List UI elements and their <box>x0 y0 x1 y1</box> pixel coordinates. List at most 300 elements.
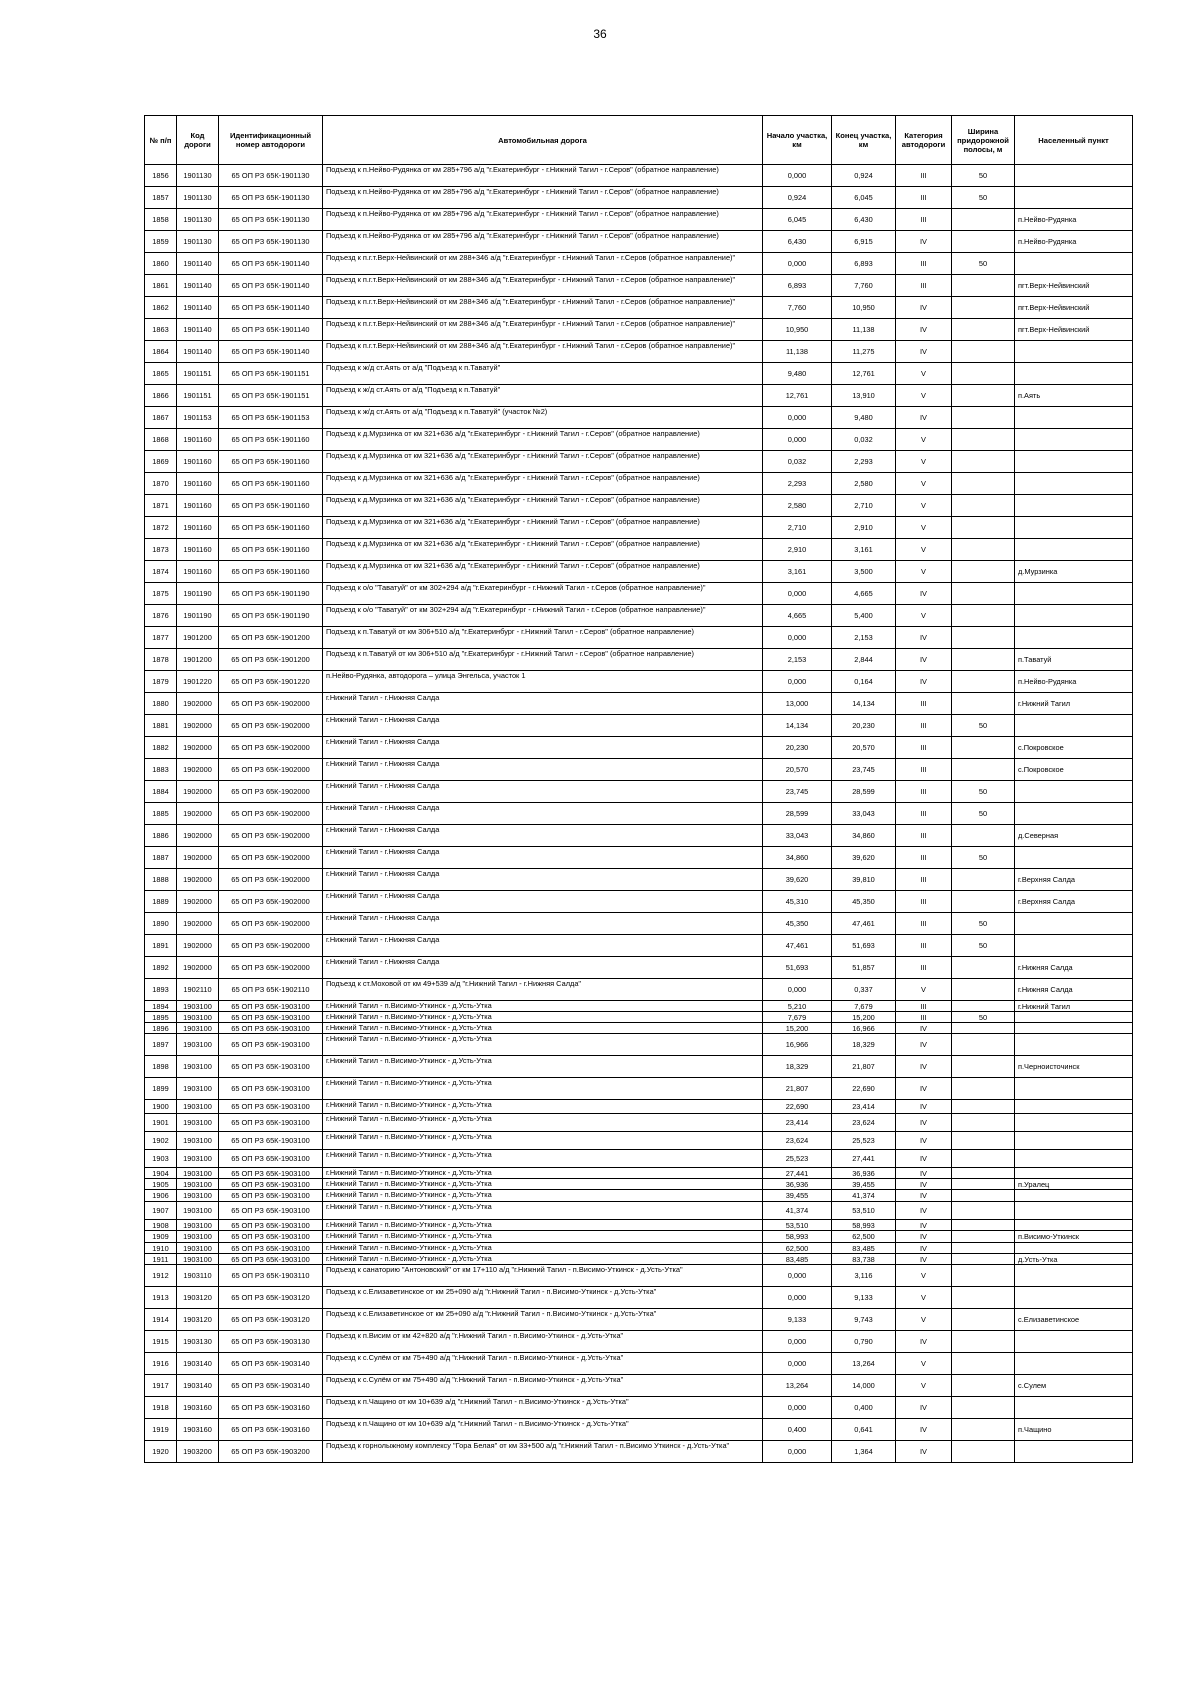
road-id: 65 ОП РЗ 65К-1901160 <box>219 473 323 495</box>
end-km: 53,510 <box>832 1202 896 1220</box>
road-id: 65 ОП РЗ 65К-1902000 <box>219 957 323 979</box>
row-number: 1871 <box>145 495 177 517</box>
table-row <box>145 759 1133 781</box>
table-row <box>145 1375 1133 1397</box>
road-code: 1901200 <box>177 627 219 649</box>
road-name: г.Нижний Тагил - п.Висимо-Уткинск - д.Усть-Утка <box>323 1150 763 1168</box>
end-km: 3,161 <box>832 539 896 561</box>
end-km: 9,480 <box>832 407 896 429</box>
end-km: 7,760 <box>832 275 896 297</box>
table-row <box>145 869 1133 891</box>
settlement <box>1015 847 1133 869</box>
start-km: 33,043 <box>763 825 832 847</box>
road-code: 1903100 <box>177 1168 219 1179</box>
road-id: 65 ОП РЗ 65К-1901160 <box>219 539 323 561</box>
row-number: 1888 <box>145 869 177 891</box>
row-number: 1907 <box>145 1202 177 1220</box>
end-km: 20,230 <box>832 715 896 737</box>
road-code: 1903100 <box>177 1150 219 1168</box>
road-name: г.Нижний Тагил - п.Висимо-Уткинск - д.Усть-Утка <box>323 1012 763 1023</box>
end-km: 39,810 <box>832 869 896 891</box>
end-km: 9,743 <box>832 1309 896 1331</box>
road-name: г.Нижний Тагил - г.Нижняя Салда <box>323 913 763 935</box>
category: III <box>896 759 952 781</box>
start-km: 6,430 <box>763 231 832 253</box>
start-km: 15,200 <box>763 1023 832 1034</box>
road-name: п.Нейво-Рудянка, автодорога – улица Энгельса, участок 1 <box>323 671 763 693</box>
road-name: Подъезд к с.Сулём от км 75+490 а/д "г.Нижний Тагил - п.Висимо-Уткинск - д.Усть-Утка" <box>323 1353 763 1375</box>
start-km: 0,000 <box>763 1353 832 1375</box>
road-code: 1901153 <box>177 407 219 429</box>
category: IV <box>896 1243 952 1254</box>
road-id: 65 ОП РЗ 65К-1902000 <box>219 781 323 803</box>
roadside-width <box>952 341 1015 363</box>
roadside-width <box>952 319 1015 341</box>
start-km: 28,599 <box>763 803 832 825</box>
roadside-width <box>952 693 1015 715</box>
settlement <box>1015 1012 1133 1023</box>
start-km: 12,761 <box>763 385 832 407</box>
header-category: Категория автодороги <box>896 116 952 165</box>
table-row <box>145 781 1133 803</box>
end-km: 51,857 <box>832 957 896 979</box>
road-code: 1903100 <box>177 1190 219 1202</box>
end-km: 10,950 <box>832 297 896 319</box>
settlement <box>1015 1331 1133 1353</box>
road-code: 1901190 <box>177 583 219 605</box>
end-km: 5,400 <box>832 605 896 627</box>
category: V <box>896 539 952 561</box>
end-km: 1,364 <box>832 1441 896 1463</box>
start-km: 0,000 <box>763 165 832 187</box>
road-id: 65 ОП РЗ 65К-1901200 <box>219 627 323 649</box>
end-km: 62,500 <box>832 1231 896 1243</box>
road-name: г.Нижний Тагил - п.Висимо-Уткинск - д.Усть-Утка <box>323 1220 763 1231</box>
road-name: Подъезд к горнолыжному комплексу "Гора Белая" от км 33+500 а/д "г.Нижний Тагил - п.Висимо Уткинск - д.Усть-Утка" <box>323 1441 763 1463</box>
road-id: 65 ОП РЗ 65К-1901190 <box>219 583 323 605</box>
table-row <box>145 187 1133 209</box>
roadside-width: 50 <box>952 935 1015 957</box>
settlement <box>1015 1243 1133 1254</box>
roadside-width: 50 <box>952 913 1015 935</box>
road-code: 1901140 <box>177 253 219 275</box>
road-name: г.Нижний Тагил - п.Висимо-Уткинск - д.Усть-Утка <box>323 1114 763 1132</box>
settlement <box>1015 1132 1133 1150</box>
category: IV <box>896 1100 952 1114</box>
road-code: 1903100 <box>177 1254 219 1265</box>
start-km: 41,374 <box>763 1202 832 1220</box>
end-km: 16,966 <box>832 1023 896 1034</box>
road-code: 1901200 <box>177 649 219 671</box>
road-name: г.Нижний Тагил - п.Висимо-Уткинск - д.Усть-Утка <box>323 1078 763 1100</box>
settlement <box>1015 1441 1133 1463</box>
header-row <box>145 116 1133 165</box>
table-row <box>145 913 1133 935</box>
road-name: Подъезд к с.Елизаветинское от км 25+090 а/д "г.Нижний Тагил - п.Висимо-Уткинск - д.Усть-Утка" <box>323 1287 763 1309</box>
road-code: 1903100 <box>177 1056 219 1078</box>
start-km: 23,745 <box>763 781 832 803</box>
road-code: 1901160 <box>177 517 219 539</box>
road-code: 1902000 <box>177 715 219 737</box>
settlement <box>1015 605 1133 627</box>
category: III <box>896 253 952 275</box>
road-id: 65 ОП РЗ 65К-1901220 <box>219 671 323 693</box>
roadside-width <box>952 1220 1015 1231</box>
roadside-width <box>952 385 1015 407</box>
category: V <box>896 517 952 539</box>
start-km: 22,690 <box>763 1100 832 1114</box>
road-code: 1901190 <box>177 605 219 627</box>
table-body <box>145 165 1133 1463</box>
row-number: 1875 <box>145 583 177 605</box>
start-km: 0,000 <box>763 627 832 649</box>
road-id: 65 ОП РЗ 65К-1903160 <box>219 1397 323 1419</box>
end-km: 14,000 <box>832 1375 896 1397</box>
category: IV <box>896 1056 952 1078</box>
table-row <box>145 1331 1133 1353</box>
start-km: 9,133 <box>763 1309 832 1331</box>
start-km: 6,893 <box>763 275 832 297</box>
table-row <box>145 1202 1133 1220</box>
row-number: 1895 <box>145 1012 177 1023</box>
roadside-width <box>952 979 1015 1001</box>
road-id: 65 ОП РЗ 65К-1902000 <box>219 803 323 825</box>
settlement <box>1015 407 1133 429</box>
table-row <box>145 693 1133 715</box>
settlement: с.Покровское <box>1015 759 1133 781</box>
roadside-width <box>952 759 1015 781</box>
road-code: 1903100 <box>177 1202 219 1220</box>
road-name: г.Нижний Тагил - п.Висимо-Уткинск - д.Усть-Утка <box>323 1231 763 1243</box>
road-code: 1901160 <box>177 473 219 495</box>
start-km: 2,710 <box>763 517 832 539</box>
road-name: Подъезд к ж/д ст.Аять от а/д "Подъезд к п.Таватуй" (участок №2) <box>323 407 763 429</box>
road-code: 1901160 <box>177 429 219 451</box>
settlement: п.Уралец <box>1015 1179 1133 1190</box>
category: III <box>896 803 952 825</box>
road-id: 65 ОП РЗ 65К-1902000 <box>219 825 323 847</box>
start-km: 47,461 <box>763 935 832 957</box>
table-row <box>145 715 1133 737</box>
category: III <box>896 165 952 187</box>
category: III <box>896 275 952 297</box>
road-name: Подъезд к ж/д ст.Аять от а/д "Подъезд к п.Таватуй" <box>323 385 763 407</box>
roadside-width <box>952 1100 1015 1114</box>
settlement: д.Усть-Утка <box>1015 1254 1133 1265</box>
header-roadside-width: Ширина придорожной полосы, м <box>952 116 1015 165</box>
start-km: 10,950 <box>763 319 832 341</box>
table-row <box>145 1034 1133 1056</box>
row-number: 1865 <box>145 363 177 385</box>
start-km: 0,000 <box>763 671 832 693</box>
road-name: г.Нижний Тагил - п.Висимо-Уткинск - д.Усть-Утка <box>323 1179 763 1190</box>
category: IV <box>896 1220 952 1231</box>
table-row <box>145 1265 1133 1287</box>
start-km: 0,000 <box>763 979 832 1001</box>
road-code: 1901140 <box>177 319 219 341</box>
table-row <box>145 737 1133 759</box>
category: IV <box>896 231 952 253</box>
row-number: 1857 <box>145 187 177 209</box>
table-row <box>145 935 1133 957</box>
roadside-width <box>952 1023 1015 1034</box>
category: IV <box>896 1023 952 1034</box>
table-row <box>145 385 1133 407</box>
road-code: 1901151 <box>177 385 219 407</box>
roadside-width <box>952 209 1015 231</box>
end-km: 33,043 <box>832 803 896 825</box>
road-name: Подъезд к п.Нейво-Рудянка от км 285+796 а/д "г.Екатеринбург - г.Нижний Тагил - г.Серов" (обратное направление) <box>323 209 763 231</box>
row-number: 1919 <box>145 1419 177 1441</box>
road-id: 65 ОП РЗ 65К-1901140 <box>219 253 323 275</box>
road-name: Подъезд к п.г.т.Верх-Нейвинский от км 288+346 а/д "г.Екатеринбург - г.Нижний Тагил - г.Серов (обратное направление)" <box>323 297 763 319</box>
category: V <box>896 429 952 451</box>
road-name: Подъезд к ж/д ст.Аять от а/д "Подъезд к п.Таватуй" <box>323 363 763 385</box>
end-km: 15,200 <box>832 1012 896 1023</box>
road-code: 1902000 <box>177 737 219 759</box>
category: IV <box>896 1150 952 1168</box>
road-name: Подъезд к п.Нейво-Рудянка от км 285+796 а/д "г.Екатеринбург - г.Нижний Тагил - г.Серов" (обратное направление) <box>323 231 763 253</box>
row-number: 1884 <box>145 781 177 803</box>
roadside-width <box>952 231 1015 253</box>
roadside-width: 50 <box>952 715 1015 737</box>
road-name: г.Нижний Тагил - п.Висимо-Уткинск - д.Усть-Утка <box>323 1056 763 1078</box>
category: III <box>896 869 952 891</box>
table-row <box>145 1441 1133 1463</box>
category: III <box>896 957 952 979</box>
header-road-name: Автомобильная дорога <box>323 116 763 165</box>
roadside-width <box>952 1441 1015 1463</box>
road-id: 65 ОП РЗ 65К-1903100 <box>219 1168 323 1179</box>
row-number: 1911 <box>145 1254 177 1265</box>
category: IV <box>896 1190 952 1202</box>
page-number: 36 <box>593 27 607 41</box>
category: V <box>896 1287 952 1309</box>
road-id: 65 ОП РЗ 65К-1901160 <box>219 451 323 473</box>
road-id: 65 ОП РЗ 65К-1903100 <box>219 1190 323 1202</box>
settlement <box>1015 1353 1133 1375</box>
end-km: 0,641 <box>832 1419 896 1441</box>
road-code: 1903200 <box>177 1441 219 1463</box>
road-name: Подъезд к д.Мурзинка от км 321+636 а/д "г.Екатеринбург - г.Нижний Тагил - г.Серов" (обратное направление) <box>323 539 763 561</box>
roadside-width <box>952 451 1015 473</box>
row-number: 1920 <box>145 1441 177 1463</box>
table-row <box>145 891 1133 913</box>
road-code: 1903100 <box>177 1001 219 1012</box>
roadside-width <box>952 869 1015 891</box>
settlement: п.Нейво-Рудянка <box>1015 209 1133 231</box>
roadside-width <box>952 297 1015 319</box>
settlement: г.Нижний Тагил <box>1015 1001 1133 1012</box>
table-row <box>145 363 1133 385</box>
start-km: 5,210 <box>763 1001 832 1012</box>
category: V <box>896 385 952 407</box>
category: III <box>896 1001 952 1012</box>
category: IV <box>896 1179 952 1190</box>
settlement: п.Висимо-Уткинск <box>1015 1231 1133 1243</box>
road-id: 65 ОП РЗ 65К-1901130 <box>219 209 323 231</box>
end-km: 3,116 <box>832 1265 896 1287</box>
end-km: 39,620 <box>832 847 896 869</box>
start-km: 36,936 <box>763 1179 832 1190</box>
start-km: 20,230 <box>763 737 832 759</box>
row-number: 1863 <box>145 319 177 341</box>
category: V <box>896 363 952 385</box>
end-km: 23,624 <box>832 1114 896 1132</box>
category: IV <box>896 319 952 341</box>
table-row <box>145 319 1133 341</box>
settlement <box>1015 187 1133 209</box>
road-name: г.Нижний Тагил - г.Нижняя Салда <box>323 891 763 913</box>
table-row <box>145 605 1133 627</box>
roadside-width: 50 <box>952 847 1015 869</box>
roadside-width <box>952 407 1015 429</box>
settlement: д.Мурзинка <box>1015 561 1133 583</box>
table-row <box>145 1179 1133 1190</box>
road-code: 1903100 <box>177 1243 219 1254</box>
settlement <box>1015 517 1133 539</box>
start-km: 7,760 <box>763 297 832 319</box>
roadside-width <box>952 957 1015 979</box>
row-number: 1856 <box>145 165 177 187</box>
table-row <box>145 341 1133 363</box>
end-km: 14,134 <box>832 693 896 715</box>
road-id: 65 ОП РЗ 65К-1903100 <box>219 1231 323 1243</box>
table-row <box>145 209 1133 231</box>
row-number: 1886 <box>145 825 177 847</box>
table-header <box>145 116 1133 165</box>
road-name: Подъезд к д.Мурзинка от км 321+636 а/д "г.Екатеринбург - г.Нижний Тагил - г.Серов" (обратное направление) <box>323 517 763 539</box>
settlement <box>1015 715 1133 737</box>
road-code: 1903160 <box>177 1419 219 1441</box>
settlement <box>1015 803 1133 825</box>
header-road-code: Код дороги <box>177 116 219 165</box>
roadside-width <box>952 1309 1015 1331</box>
road-id: 65 ОП РЗ 65К-1903100 <box>219 1243 323 1254</box>
road-name: г.Нижний Тагил - п.Висимо-Уткинск - д.Усть-Утка <box>323 1243 763 1254</box>
road-name: г.Нижний Тагил - г.Нижняя Салда <box>323 693 763 715</box>
start-km: 53,510 <box>763 1220 832 1231</box>
start-km: 0,000 <box>763 1397 832 1419</box>
roadside-width <box>952 649 1015 671</box>
settlement: п.Нейво-Рудянка <box>1015 231 1133 253</box>
table-row <box>145 1231 1133 1243</box>
end-km: 34,860 <box>832 825 896 847</box>
road-code: 1901160 <box>177 451 219 473</box>
header-number: № п/п <box>145 116 177 165</box>
road-code: 1903100 <box>177 1114 219 1132</box>
row-number: 1867 <box>145 407 177 429</box>
table-row <box>145 803 1133 825</box>
category: III <box>896 825 952 847</box>
settlement <box>1015 495 1133 517</box>
category: III <box>896 781 952 803</box>
road-id: 65 ОП РЗ 65К-1902000 <box>219 847 323 869</box>
category: III <box>896 715 952 737</box>
road-code: 1901130 <box>177 231 219 253</box>
end-km: 0,924 <box>832 165 896 187</box>
road-name: Подъезд к п.г.т.Верх-Нейвинский от км 288+346 а/д "г.Екатеринбург - г.Нижний Тагил - г.Серов (обратное направление)" <box>323 341 763 363</box>
end-km: 0,164 <box>832 671 896 693</box>
category: IV <box>896 671 952 693</box>
end-km: 4,665 <box>832 583 896 605</box>
roadside-width <box>952 1265 1015 1287</box>
road-id: 65 ОП РЗ 65К-1903100 <box>219 1001 323 1012</box>
road-name: Подъезд к д.Мурзинка от км 321+636 а/д "г.Екатеринбург - г.Нижний Тагил - г.Серов" (обратное направление) <box>323 473 763 495</box>
end-km: 58,993 <box>832 1220 896 1231</box>
row-number: 1896 <box>145 1023 177 1034</box>
settlement <box>1015 341 1133 363</box>
table-row <box>145 671 1133 693</box>
end-km: 6,893 <box>832 253 896 275</box>
road-id: 65 ОП РЗ 65К-1901151 <box>219 363 323 385</box>
table-row <box>145 1287 1133 1309</box>
road-id: 65 ОП РЗ 65К-1902000 <box>219 891 323 913</box>
settlement <box>1015 1078 1133 1100</box>
road-code: 1903100 <box>177 1034 219 1056</box>
settlement <box>1015 1114 1133 1132</box>
table-row <box>145 1397 1133 1419</box>
settlement: п.Таватуй <box>1015 649 1133 671</box>
end-km: 27,441 <box>832 1150 896 1168</box>
roadside-width <box>952 473 1015 495</box>
start-km: 0,000 <box>763 429 832 451</box>
category: III <box>896 187 952 209</box>
settlement <box>1015 1150 1133 1168</box>
roadside-width: 50 <box>952 1012 1015 1023</box>
road-code: 1902000 <box>177 781 219 803</box>
road-code: 1901130 <box>177 187 219 209</box>
start-km: 0,000 <box>763 1265 832 1287</box>
settlement: г.Нижняя Салда <box>1015 979 1133 1001</box>
roadside-width <box>952 495 1015 517</box>
road-name: Подъезд к п.г.т.Верх-Нейвинский от км 288+346 а/д "г.Екатеринбург - г.Нижний Тагил - г.Серов (обратное направление)" <box>323 319 763 341</box>
row-number: 1899 <box>145 1078 177 1100</box>
road-id: 65 ОП РЗ 65К-1902000 <box>219 935 323 957</box>
table-row <box>145 451 1133 473</box>
settlement <box>1015 913 1133 935</box>
settlement <box>1015 165 1133 187</box>
settlement: п.Нейво-Рудянка <box>1015 671 1133 693</box>
category: IV <box>896 1397 952 1419</box>
road-id: 65 ОП РЗ 65К-1901140 <box>219 319 323 341</box>
roads-table <box>144 115 1133 1463</box>
settlement: г.Верхняя Салда <box>1015 891 1133 913</box>
road-id: 65 ОП РЗ 65К-1903160 <box>219 1419 323 1441</box>
road-name: г.Нижний Тагил - г.Нижняя Салда <box>323 715 763 737</box>
road-code: 1901140 <box>177 275 219 297</box>
road-name: г.Нижний Тагил - п.Висимо-Уткинск - д.Усть-Утка <box>323 1168 763 1179</box>
category: IV <box>896 583 952 605</box>
category: V <box>896 473 952 495</box>
road-id: 65 ОП РЗ 65К-1901130 <box>219 231 323 253</box>
road-name: г.Нижний Тагил - п.Висимо-Уткинск - д.Усть-Утка <box>323 1023 763 1034</box>
start-km: 0,000 <box>763 1287 832 1309</box>
table-row <box>145 1254 1133 1265</box>
start-km: 45,350 <box>763 913 832 935</box>
row-number: 1917 <box>145 1375 177 1397</box>
end-km: 41,374 <box>832 1190 896 1202</box>
road-code: 1903130 <box>177 1331 219 1353</box>
row-number: 1909 <box>145 1231 177 1243</box>
settlement <box>1015 363 1133 385</box>
table-row <box>145 1419 1133 1441</box>
end-km: 12,761 <box>832 363 896 385</box>
end-km: 11,138 <box>832 319 896 341</box>
end-km: 22,690 <box>832 1078 896 1100</box>
start-km: 83,485 <box>763 1254 832 1265</box>
road-id: 65 ОП РЗ 65К-1903120 <box>219 1287 323 1309</box>
